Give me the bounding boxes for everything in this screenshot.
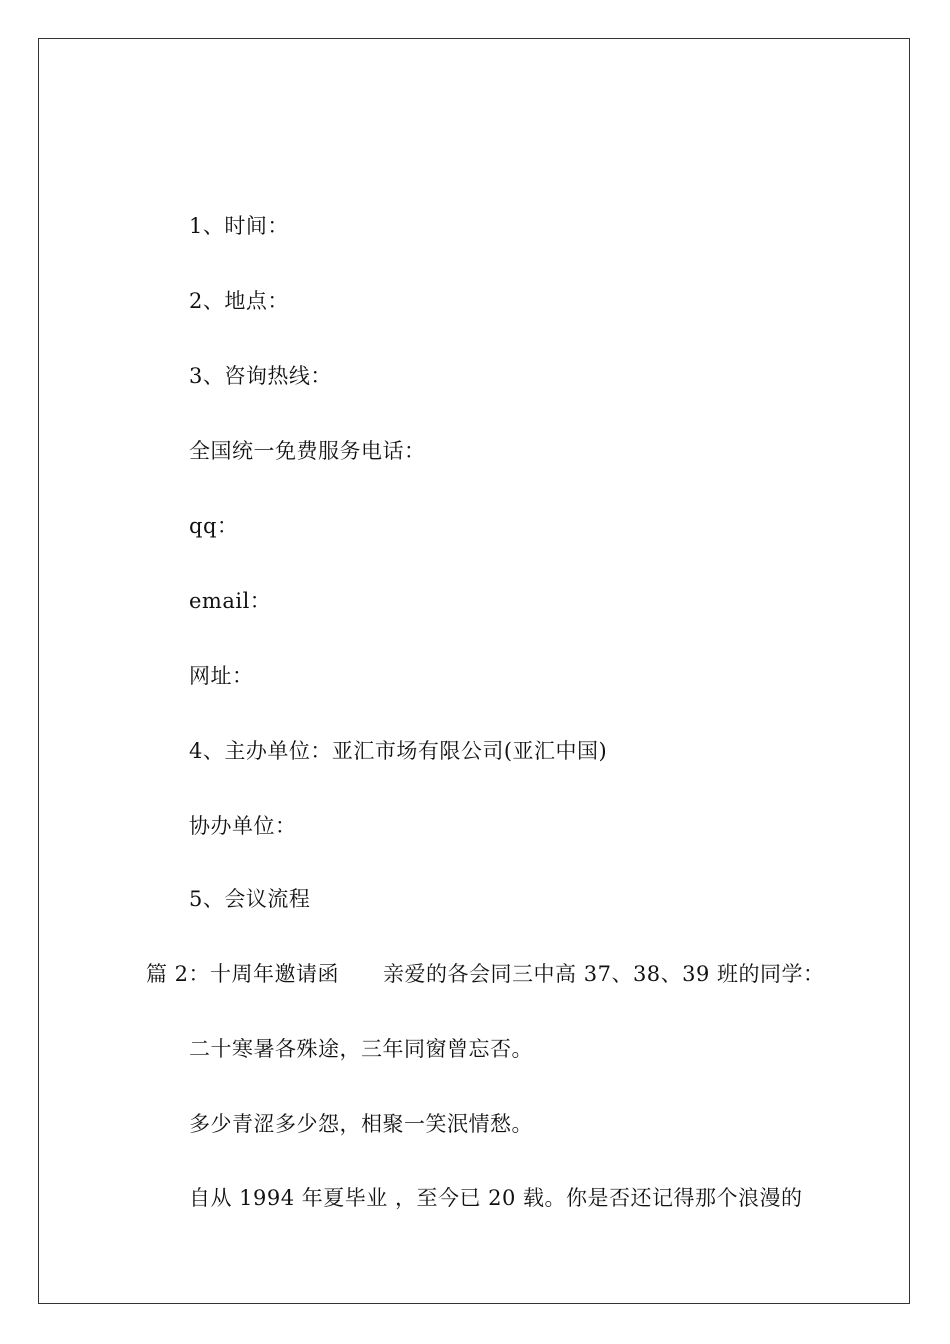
item-co-organizer: 协办单位： <box>189 814 297 838</box>
item-agenda: 5、会议流程 <box>189 887 311 911</box>
item-qq: qq： <box>189 514 239 538</box>
poem-line-2: 多少青涩多少怨，相聚一笑泯情愁。 <box>189 1112 533 1136</box>
item-time: 1、时间： <box>189 214 289 238</box>
item-hotline: 3、咨询热线： <box>189 364 332 388</box>
item-email: email： <box>189 589 272 613</box>
body-paragraph: 自从 1994 年夏毕业 ，至今已 20 载。你是否还记得那个浪漫的 <box>189 1186 803 1210</box>
item-location: 2、地点： <box>189 289 289 313</box>
item-phone: 全国统一免费服务电话： <box>189 439 426 463</box>
item-website: 网址： <box>189 664 254 688</box>
item-organizer: 4、主办单位：亚汇市场有限公司(亚汇中国) <box>189 739 608 763</box>
poem-line-1: 二十寒暑各殊途，三年同窗曾忘否。 <box>189 1037 533 1061</box>
section-heading-line <box>146 960 825 988</box>
greeting: 亲爱的各会同三中高 37、38、39 班的同学： <box>383 962 825 986</box>
section-heading: 篇 2：十周年邀请函 <box>146 962 340 986</box>
